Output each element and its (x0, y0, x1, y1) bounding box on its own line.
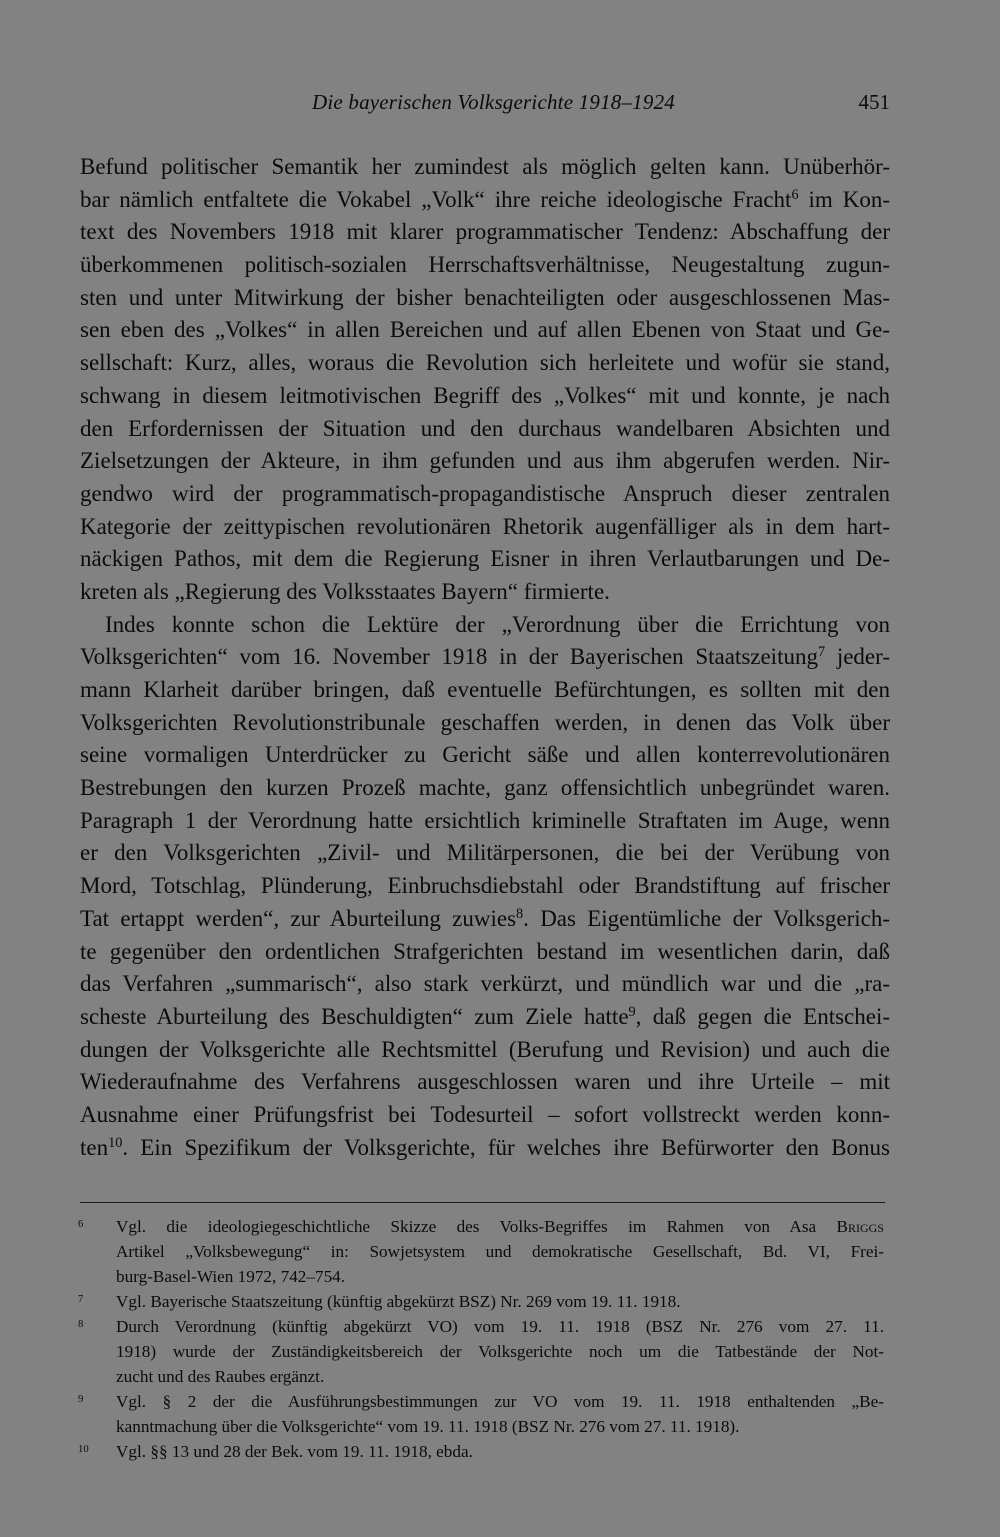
footnote-number (78, 1389, 116, 1414)
footnote-line (78, 1214, 884, 1239)
line-text: Wiederaufnahme des Verfahrens ausgeschlossen waren und ihre Urteile – mit (80, 1069, 890, 1095)
footnote-line (78, 1314, 884, 1339)
footnote-number (78, 1214, 116, 1239)
footnote-line (78, 1339, 884, 1364)
line-text: Ausnahme einer Prüfungsfrist bei Todesurteil – sofort vollstreckt werden konn- (80, 1101, 890, 1127)
line-text: den Erfordernissen der Situation und den durchaus wandelbaren Absichten und (80, 415, 890, 441)
body-line (80, 1132, 890, 1165)
footnote-ref: 10 (108, 1134, 123, 1151)
body-text (80, 151, 890, 1164)
line-text: seine vormaligen Unterdrücker zu Gericht säße und allen konterrevolutionären (80, 742, 890, 768)
line-text: kreten als „Regierung des Volksstaates Bayern“ firmierte. (80, 578, 610, 604)
line-text: dungen der Volksgerichte alle Rechtsmittel (Berufung und Revision) und auch die (80, 1036, 890, 1062)
line-text: überkommenen politisch-sozialen Herrschaftsverhältnisse, Neugestaltung zugun- (80, 252, 890, 278)
footnote-number-text: 7 (78, 1294, 84, 1306)
line-text: text des Novembers 1918 mit klarer programmatischer Tendenz: Abschaffung der (80, 219, 890, 245)
body-line (80, 576, 890, 609)
body-line (80, 772, 890, 805)
footnote-number-text: 6 (78, 1219, 84, 1231)
body-line (80, 837, 890, 870)
body-line (80, 282, 890, 315)
body-line (80, 1099, 890, 1132)
body-line (80, 707, 890, 740)
line-text: Kategorie der zeittypischen revolutionären Rhetorik augenfälliger als in dem hart- (80, 513, 890, 539)
line-text: im Kon- (798, 186, 890, 212)
body-line (80, 216, 890, 249)
body-line (80, 380, 890, 413)
line-text: Befund politischer Semantik her zumindest als möglich gelten kann. Unüberhör- (80, 154, 890, 179)
body-line (80, 511, 890, 544)
line-text: bar nämlich entfaltete die Vokabel „Volk“ ihre reiche ideologische Fracht (80, 186, 792, 212)
line-text: Mord, Totschlag, Plünderung, Einbruchsdiebstahl oder Brandstiftung auf frischer (80, 873, 890, 899)
body-line (80, 1001, 890, 1034)
line-text: Indes konnte schon die Lektüre der „Verordnung über die Errichtung von (105, 611, 890, 637)
footnote-number (78, 1289, 116, 1314)
footnote-text: Artikel „Volksbewegung“ in: Sowjetsystem und demokratische Gesellschaft, Bd. VI, Frei- (116, 1242, 884, 1261)
line-text: sellschaft: Kurz, alles, woraus die Revolution sich herleitete und wofür sie stand, (80, 350, 890, 376)
footnote-number (78, 1314, 116, 1339)
body-line (80, 347, 890, 380)
footnote-text: burg-Basel-Wien 1972, 742–754. (116, 1267, 346, 1286)
body-line (80, 151, 890, 184)
footnote-text: Vgl. § 2 der die Ausführungsbestimmungen zur VO vom 19. 11. 1918 enthaltenden „Be- (116, 1392, 884, 1411)
line-text: scheste Aburteilung des Beschuldigten“ zum Ziele hatte (80, 1003, 629, 1029)
line-text: sen eben des „Volkes“ in allen Bereichen und auf allen Ebenen von Staat und Ge- (80, 317, 890, 343)
line-text: te gegenüber den ordentlichen Strafgerichten bestand im wesentlichen darin, daß (80, 938, 890, 964)
footnote-line (78, 1289, 884, 1314)
footnote-number-text: 8 (78, 1319, 84, 1331)
footnote-line (78, 1439, 884, 1464)
line-text: näckigen Pathos, mit dem die Regierung Eisner in ihren Verlautbarungen und De- (80, 546, 890, 572)
line-text: Volksgerichten Revolutionstribunale geschaffen werden, in denen das Volk über (80, 709, 890, 735)
footnote-text: zucht und des Raubes ergänzt. (116, 1367, 325, 1386)
footnote-ref: 9 (628, 1004, 636, 1021)
body-line (80, 478, 890, 511)
footnote-text: Vgl. §§ 13 und 28 der Bek. vom 19. 11. 1918, ebda. (116, 1442, 473, 1461)
footnotes (78, 1214, 884, 1464)
line-text: Volksgerichten“ vom 16. November 1918 in der Bayerischen Staatszeitung (80, 644, 818, 670)
footnote-line (78, 1264, 884, 1289)
body-line (80, 445, 890, 478)
line-text: Tat ertappt werden“, zur Aburteilung zuwies (80, 905, 517, 931)
body-line (80, 641, 890, 674)
body-line (80, 968, 890, 1001)
footnote-ref: 6 (791, 186, 799, 203)
footnote-rule (80, 1202, 885, 1203)
body-line (80, 543, 890, 576)
line-text: mann Klarheit darüber bringen, daß eventuelle Befürchtungen, es sollten mit den (80, 677, 890, 702)
body-line (80, 674, 890, 707)
line-text: ten (80, 1134, 109, 1160)
body-line (80, 870, 890, 903)
line-text: sten und unter Mitwirkung der bisher benachteiligten oder ausgeschlossenen Mas- (80, 284, 890, 310)
footnote-number (78, 1439, 116, 1464)
line-text: Zielsetzungen der Akteure, in ihm gefunden und aus ihm abgerufen werden. Nir- (80, 448, 890, 474)
footnote-line (78, 1239, 884, 1264)
line-text: er den Volksgerichten „Zivil- und Militärpersonen, die bei der Verübung von (80, 840, 890, 866)
footnote-line (78, 1389, 884, 1414)
footnote-text: Vgl. die ideologiegeschichtliche Skizze des Volks-Begriffes im Rahmen von Asa (116, 1217, 837, 1236)
body-line (80, 609, 890, 642)
footnote-ref: 7 (817, 644, 826, 661)
line-text: schwang in diesem leitmotivischen Begriff des „Volkes“ mit und konnte, je nach (80, 382, 890, 408)
author-name: Briggs (836, 1217, 884, 1236)
page-number: 451 (858, 90, 890, 114)
body-line (80, 1034, 890, 1067)
line-text: das Verfahren „summarisch“, also stark verkürzt, und mündlich war und die „ra- (80, 971, 890, 997)
body-line (80, 739, 890, 772)
running-title: Die bayerischen Volksgerichte 1918–1924 (312, 90, 675, 114)
footnote-text: kanntmachung über die Volksgerichte“ vom 19. 11. 1918 (BSZ Nr. 276 vom 27. 11. 1918). (116, 1417, 740, 1436)
body-line (80, 249, 890, 282)
line-text: , daß gegen die Entschei- (635, 1003, 890, 1029)
line-text: Paragraph 1 der Verordnung hatte ersichtlich kriminelle Straftaten im Auge, wenn (80, 807, 890, 833)
footnote-ref: 8 (516, 905, 524, 922)
line-text: Bestrebungen den kurzen Prozeß machte, ganz offensichtlich unbegründet waren. (80, 775, 890, 801)
line-text: jeder- (825, 644, 890, 670)
footnote-text: Vgl. Bayerische Staatszeitung (künftig abgekürzt BSZ) Nr. 269 vom 19. 11. 1918. (116, 1292, 681, 1311)
footnote-number-text: 10 (78, 1444, 89, 1456)
body-line (80, 805, 890, 838)
body-line (80, 413, 890, 446)
footnote-text: Durch Verordnung (künftig abgekürzt VO) vom 19. 11. 1918 (BSZ Nr. 276 vom 27. 11. (116, 1317, 884, 1336)
line-text: . Das Eigentümliche der Volksgerich- (523, 905, 890, 931)
line-text: gendwo wird der programmatisch-propagandistische Anspruch dieser zentralen (80, 480, 890, 506)
body-line (80, 936, 890, 969)
footnote-number-text: 9 (78, 1394, 84, 1406)
footnote-line (78, 1414, 884, 1439)
footnote-text: 1918) wurde der Zuständigkeitsbereich der Volksgerichte noch um die Tatbestände der Not- (116, 1342, 884, 1361)
body-line (80, 184, 890, 217)
footnote-line (78, 1364, 884, 1389)
body-line (80, 1066, 890, 1099)
running-head (0, 86, 1000, 122)
line-text: . Ein Spezifikum der Volksgerichte, für welches ihre Befürworter den Bonus (122, 1134, 890, 1160)
body-line (80, 903, 890, 936)
body-line (80, 314, 890, 347)
